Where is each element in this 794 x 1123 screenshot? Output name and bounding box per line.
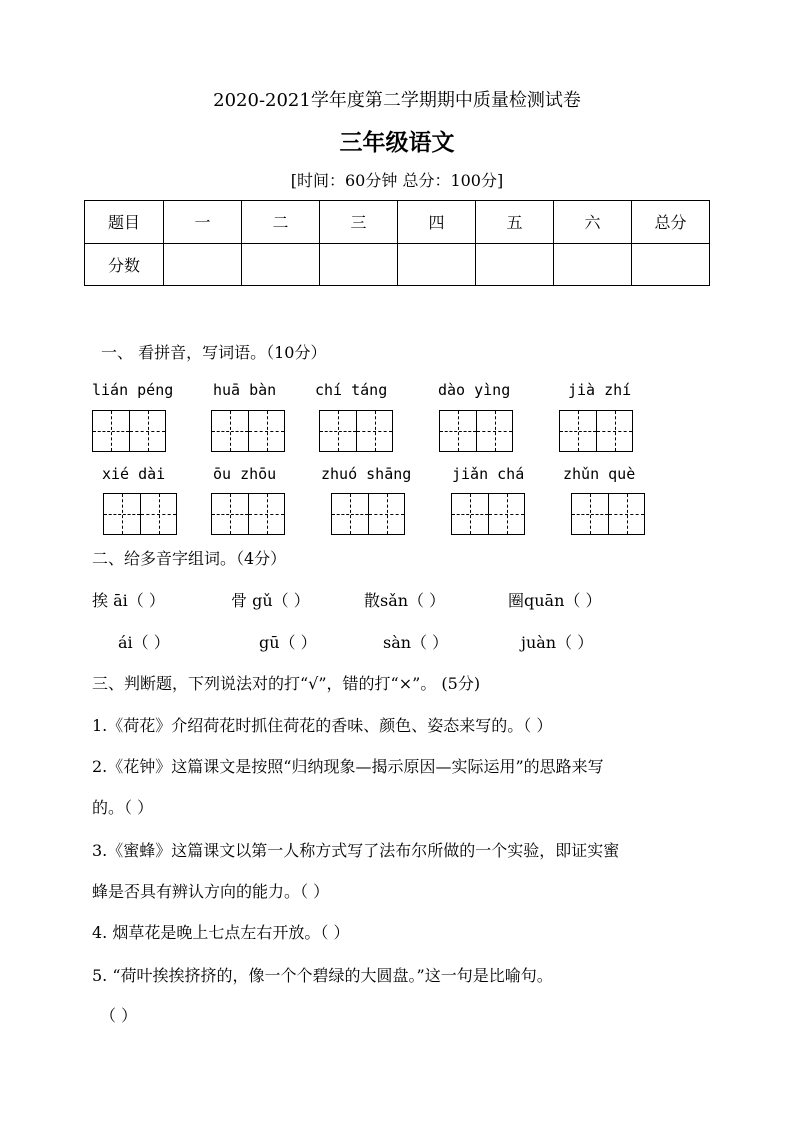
section-1-title: 一、 看拼音，写词语。（10分） bbox=[101, 343, 327, 362]
polyphone-item: 散sǎn（ ） bbox=[364, 591, 446, 610]
judgment-line: 蜂是否具有辨认方向的能力。（ ） bbox=[92, 882, 330, 901]
score-input-cell[interactable] bbox=[632, 243, 710, 286]
polyphone-item: 圈quān（ ） bbox=[508, 591, 602, 610]
score-table-cell: 分数 bbox=[85, 243, 164, 286]
exam-title: 2020-2021学年度第二学期期中质量检测试卷 bbox=[213, 90, 581, 111]
polyphone-item: ái（ ） bbox=[118, 633, 170, 652]
exam-meta: [时间：60分钟 总分：100分] bbox=[290, 171, 504, 190]
pinyin-label: jiǎn chá bbox=[452, 465, 525, 483]
score-table-cell: 一 bbox=[164, 201, 242, 244]
score-input-cell[interactable] bbox=[164, 243, 242, 286]
polyphone-item: juàn（ ） bbox=[521, 633, 594, 652]
tianzi-grid[interactable] bbox=[92, 410, 166, 452]
tianzi-grid[interactable] bbox=[331, 493, 405, 535]
score-input-cell[interactable] bbox=[242, 243, 320, 286]
pinyin-label: dào yìng bbox=[438, 381, 511, 399]
score-table-cell: 总分 bbox=[632, 201, 710, 244]
tianzi-grid[interactable] bbox=[451, 493, 525, 535]
pinyin-label: chí táng bbox=[315, 381, 388, 399]
pinyin-label: lián péng bbox=[92, 381, 174, 399]
score-input-cell[interactable] bbox=[476, 243, 554, 286]
tianzi-grid[interactable] bbox=[559, 410, 633, 452]
tianzi-grid[interactable] bbox=[571, 493, 645, 535]
score-table-cell: 六 bbox=[554, 201, 632, 244]
score-input-cell[interactable] bbox=[398, 243, 476, 286]
tianzi-grid[interactable] bbox=[211, 493, 285, 535]
tianzi-grid[interactable] bbox=[319, 410, 393, 452]
judgment-line: 1.《荷花》介绍荷花时抓住荷花的香味、颜色、姿态来写的。（ ） bbox=[92, 716, 553, 735]
score-table bbox=[84, 200, 710, 286]
judgment-line: 4. 烟草花是晚上七点左右开放。（ ） bbox=[92, 923, 350, 942]
judgment-line: 5. “荷叶挨挨挤挤的，像一个个碧绿的大圆盘。”这一句是比喻句。 bbox=[92, 966, 553, 985]
pinyin-label: huā bàn bbox=[213, 381, 277, 399]
tianzi-grid[interactable] bbox=[439, 410, 513, 452]
score-table-header-row bbox=[85, 201, 710, 244]
judgment-line: 3.《蜜蜂》这篇课文以第一人称方式写了法布尔所做的一个实验，即证实蜜 bbox=[92, 841, 620, 860]
score-table-cell: 五 bbox=[476, 201, 554, 244]
score-table-cell: 题目 bbox=[85, 201, 164, 244]
pinyin-label: zhuó shāng bbox=[321, 465, 412, 483]
score-table-cell: 三 bbox=[320, 201, 398, 244]
score-input-cell[interactable] bbox=[320, 243, 398, 286]
polyphone-item: gū（ ） bbox=[259, 633, 317, 652]
judgment-line: （ ） bbox=[100, 1006, 138, 1025]
judgment-line: 2.《花钟》这篇课文是按照“归纳现象—揭示原因—实际运用”的思路来写 bbox=[92, 757, 604, 776]
pinyin-label: zhǔn què bbox=[563, 465, 636, 483]
section-3-title: 三、判断题，下列说法对的打“√”，错的打“×”。 (5分) bbox=[92, 674, 481, 693]
polyphone-item: 骨 gǔ（ ） bbox=[231, 591, 310, 610]
judgment-line: 的。（ ） bbox=[92, 798, 154, 817]
score-table-score-row bbox=[85, 243, 710, 286]
polyphone-item: 挨 āi（ ） bbox=[92, 591, 165, 610]
pinyin-label: jià zhí bbox=[568, 381, 632, 399]
pinyin-label: ōu zhōu bbox=[213, 465, 277, 483]
score-input-cell[interactable] bbox=[554, 243, 632, 286]
score-table-cell: 二 bbox=[242, 201, 320, 244]
pinyin-label: xié dài bbox=[102, 465, 166, 483]
section-2-title: 二、给多音字组词。（4分） bbox=[92, 549, 287, 568]
exam-subject: 三年级语文 bbox=[339, 129, 455, 156]
polyphone-item: sàn（ ） bbox=[383, 633, 449, 652]
tianzi-grid[interactable] bbox=[103, 493, 177, 535]
tianzi-grid[interactable] bbox=[211, 410, 285, 452]
score-table-cell: 四 bbox=[398, 201, 476, 244]
